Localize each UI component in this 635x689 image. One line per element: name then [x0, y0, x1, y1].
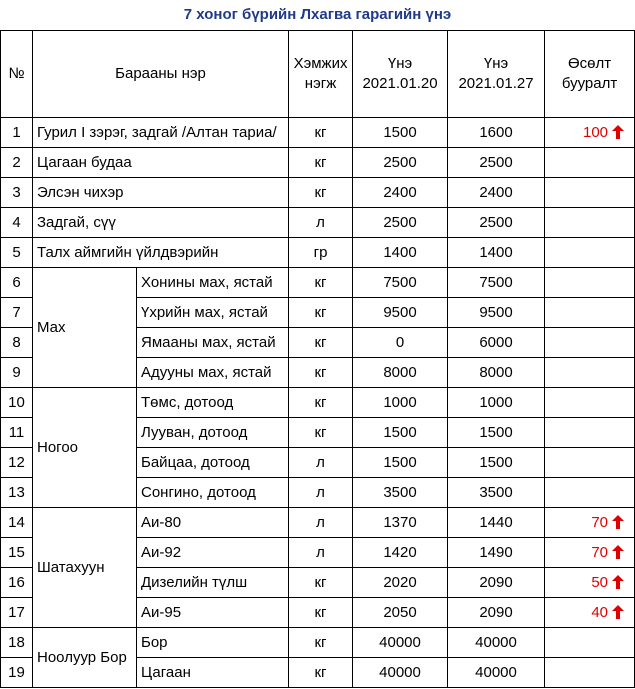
price-2: 1600 — [448, 118, 545, 148]
row-number: 9 — [1, 358, 33, 388]
item-name: Элсэн чихэр — [33, 178, 289, 208]
item-unit: кг — [289, 418, 353, 448]
price-1: 2400 — [353, 178, 448, 208]
price-2: 1500 — [448, 418, 545, 448]
item-name: Цагаан будаа — [33, 148, 289, 178]
item-name: Дизелийн түлш — [137, 568, 289, 598]
price-1: 1400 — [353, 238, 448, 268]
row-number: 4 — [1, 208, 33, 238]
row-number: 12 — [1, 448, 33, 478]
growth-cell: 70 — [545, 508, 635, 538]
row-number: 10 — [1, 388, 33, 418]
row-number: 6 — [1, 268, 33, 298]
price-1: 40000 — [353, 658, 448, 688]
growth-cell — [545, 268, 635, 298]
item-name: Хонины мах, ястай — [137, 268, 289, 298]
price-2: 1490 — [448, 538, 545, 568]
group-name: Шатахуун — [33, 508, 137, 628]
row-number: 14 — [1, 508, 33, 538]
price-2: 40000 — [448, 658, 545, 688]
table-row — [1, 238, 635, 268]
price-2: 2500 — [448, 148, 545, 178]
price-1: 8000 — [353, 358, 448, 388]
growth-cell — [545, 448, 635, 478]
price-2: 1400 — [448, 238, 545, 268]
price-1: 2500 — [353, 208, 448, 238]
group-name: Мах — [33, 268, 137, 388]
page-title: 7 хоног бүрийн Лхагва гарагийн үнэ — [183, 6, 452, 23]
growth-cell — [545, 238, 635, 268]
row-number: 13 — [1, 478, 33, 508]
price-1: 1500 — [353, 418, 448, 448]
item-name: Сонгино, дотоод — [137, 478, 289, 508]
price-1: 3500 — [353, 478, 448, 508]
price-1: 1500 — [353, 448, 448, 478]
price-2: 1500 — [448, 448, 545, 478]
price-2: 2090 — [448, 568, 545, 598]
price-2: 40000 — [448, 628, 545, 658]
price-1: 1370 — [353, 508, 448, 538]
growth-cell — [545, 208, 635, 238]
growth-cell — [545, 328, 635, 358]
item-unit: кг — [289, 118, 353, 148]
growth-cell — [545, 298, 635, 328]
item-name: Төмс, дотоод — [137, 388, 289, 418]
growth-cell — [545, 148, 635, 178]
item-name: Аи-80 — [137, 508, 289, 538]
growth-cell — [545, 418, 635, 448]
table-row — [1, 208, 635, 238]
item-unit: кг — [289, 388, 353, 418]
header-price-1: Үнэ 2021.01.20 — [353, 31, 448, 118]
item-name: Задгай, сүү — [33, 208, 289, 238]
price-2: 9500 — [448, 298, 545, 328]
arrow-up-icon — [612, 575, 624, 589]
table-row — [1, 508, 635, 538]
item-unit: кг — [289, 148, 353, 178]
item-name: Аи-95 — [137, 598, 289, 628]
item-name: Талх аймгийн үйлдвэрийн — [33, 238, 289, 268]
table-row — [1, 388, 635, 418]
growth-cell: 100 — [545, 118, 635, 148]
item-unit: л — [289, 448, 353, 478]
item-name: Бор — [137, 628, 289, 658]
item-name: Цагаан — [137, 658, 289, 688]
row-number: 18 — [1, 628, 33, 658]
table-row — [1, 628, 635, 658]
price-1: 2050 — [353, 598, 448, 628]
growth-cell — [545, 658, 635, 688]
item-unit: кг — [289, 658, 353, 688]
table-row — [1, 268, 635, 298]
price-1: 2020 — [353, 568, 448, 598]
row-number: 5 — [1, 238, 33, 268]
price-2: 2090 — [448, 598, 545, 628]
arrow-up-icon — [612, 605, 624, 619]
price-2: 2500 — [448, 208, 545, 238]
table-row — [1, 118, 635, 148]
item-name: Лууван, дотоод — [137, 418, 289, 448]
price-1: 7500 — [353, 268, 448, 298]
item-unit: л — [289, 478, 353, 508]
row-number: 15 — [1, 538, 33, 568]
item-unit: кг — [289, 598, 353, 628]
item-unit: кг — [289, 298, 353, 328]
row-number: 11 — [1, 418, 33, 448]
price-1: 9500 — [353, 298, 448, 328]
group-name: Ногоо — [33, 388, 137, 508]
item-name: Аи-92 — [137, 538, 289, 568]
growth-cell — [545, 358, 635, 388]
price-2: 6000 — [448, 328, 545, 358]
row-number: 2 — [1, 148, 33, 178]
header-row — [1, 31, 635, 118]
price-1: 1420 — [353, 538, 448, 568]
row-number: 8 — [1, 328, 33, 358]
item-name: Байцаа, дотоод — [137, 448, 289, 478]
item-name: Гурил I зэрэг, задгай /Алтан тариа/ — [33, 118, 289, 148]
price-2: 7500 — [448, 268, 545, 298]
arrow-up-icon — [612, 545, 624, 559]
price-2: 1000 — [448, 388, 545, 418]
item-name: Ямааны мах, ястай — [137, 328, 289, 358]
row-number: 1 — [1, 118, 33, 148]
price-1: 1500 — [353, 118, 448, 148]
price-1: 40000 — [353, 628, 448, 658]
header-num: № — [1, 31, 33, 118]
growth-cell: 70 — [545, 538, 635, 568]
growth-cell — [545, 628, 635, 658]
table-row — [1, 178, 635, 208]
group-name: Ноолуур Бор — [33, 628, 137, 688]
item-unit: кг — [289, 628, 353, 658]
price-2: 8000 — [448, 358, 545, 388]
price-1: 0 — [353, 328, 448, 358]
growth-cell — [545, 178, 635, 208]
header-name: Барааны нэр — [33, 31, 289, 118]
price-table — [0, 30, 635, 688]
item-unit: кг — [289, 358, 353, 388]
arrow-up-icon — [612, 125, 624, 139]
table-row — [1, 148, 635, 178]
growth-cell: 50 — [545, 568, 635, 598]
row-number: 3 — [1, 178, 33, 208]
price-2: 3500 — [448, 478, 545, 508]
header-growth: Өсөлт бууралт — [545, 31, 635, 118]
item-unit: кг — [289, 268, 353, 298]
growth-cell — [545, 388, 635, 418]
row-number: 19 — [1, 658, 33, 688]
item-name: Адууны мах, ястай — [137, 358, 289, 388]
item-name: Үхрийн мах, ястай — [137, 298, 289, 328]
item-unit: кг — [289, 178, 353, 208]
item-unit: л — [289, 208, 353, 238]
item-unit: гр — [289, 238, 353, 268]
item-unit: л — [289, 538, 353, 568]
price-1: 1000 — [353, 388, 448, 418]
item-unit: кг — [289, 568, 353, 598]
row-number: 7 — [1, 298, 33, 328]
item-unit: л — [289, 508, 353, 538]
growth-cell — [545, 478, 635, 508]
price-2: 1440 — [448, 508, 545, 538]
price-2: 2400 — [448, 178, 545, 208]
growth-cell: 40 — [545, 598, 635, 628]
header-price-2: Үнэ 2021.01.27 — [448, 31, 545, 118]
header-unit: Хэмжих нэгж — [289, 31, 353, 118]
row-number: 16 — [1, 568, 33, 598]
arrow-up-icon — [612, 515, 624, 529]
item-unit: кг — [289, 328, 353, 358]
row-number: 17 — [1, 598, 33, 628]
price-1: 2500 — [353, 148, 448, 178]
